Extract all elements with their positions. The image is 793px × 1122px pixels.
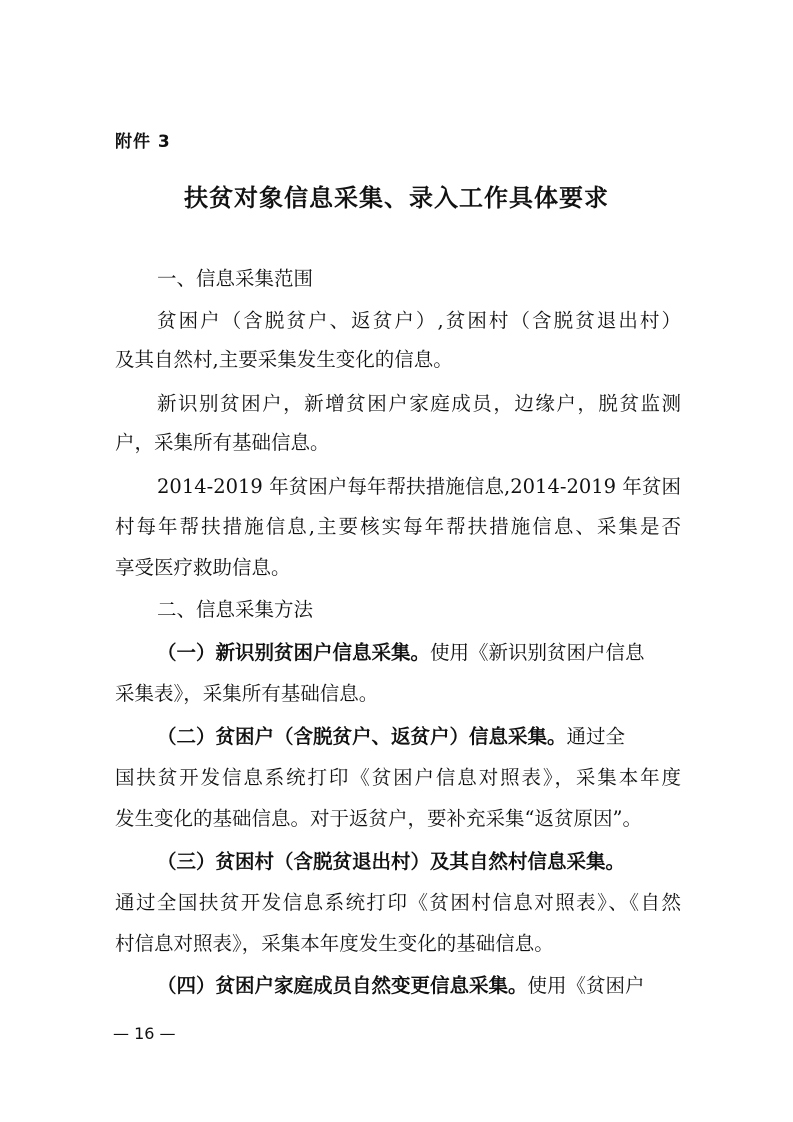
paragraph-line [157,639,681,667]
document-title: 扶贫对象信息采集、录入工作具体要求 [184,183,609,212]
section-heading-scope: 一、信息采集范围 [157,267,314,290]
item-heading: （一）新识别贫困户信息采集。 [157,641,431,664]
paragraph-line: 村信息对照表》，采集本年度发生变化的基础信息。 [115,932,554,955]
paragraph-line: 2014-2019 年贫困户每年帮扶措施信息,2014-2019 年贫困 [157,475,681,498]
paragraph-line: 村每年帮扶措施信息,主要核实每年帮扶措施信息、采集是否 [115,515,681,538]
item-text: 使用《贫困户 [527,974,645,997]
paragraph-line [157,972,681,1000]
paragraph-line: 及其自然村,主要采集发生变化的信息。 [115,348,453,371]
item-text: 使用《新识别贫困户信息 [430,641,645,664]
paragraph-line: 户，采集所有基础信息。 [115,431,330,454]
item-heading: （二）贫困户（含脱贫户、返贫户）信息采集。 [157,725,567,748]
paragraph-line: 发生变化的基础信息。对于返贫户，要补充采集“返贫原因”。 [115,807,642,830]
section-heading-method: 二、信息采集方法 [157,598,314,621]
paragraph-line: 通过全国扶贫开发信息系统打印《贫困村信息对照表》、《自然 [115,891,681,914]
paragraph-line: 贫困户（含脱贫户、返贫户）,贫困村（含脱贫退出村） [157,309,681,332]
paragraph-line [157,723,681,751]
paragraph-line: 享受医疗救助信息。 [115,556,291,579]
paragraph-line: 新识别贫困户，新增贫困户家庭成员，边缘户，脱贫监测 [157,392,681,415]
page-number: — 16 — [113,1024,176,1043]
attachment-label: 附件 3 [115,132,171,152]
item-heading: （三）贫困村（含脱贫退出村）及其自然村信息采集。 [157,850,626,873]
paragraph-line: 采集表》，采集所有基础信息。 [115,682,379,705]
item-heading: （四）贫困户家庭成员自然变更信息采集。 [157,974,528,997]
item-text: 通过全 [566,725,626,748]
paragraph-line: 国扶贫开发信息系统打印《贫困户信息对照表》，采集本年度 [115,766,681,789]
